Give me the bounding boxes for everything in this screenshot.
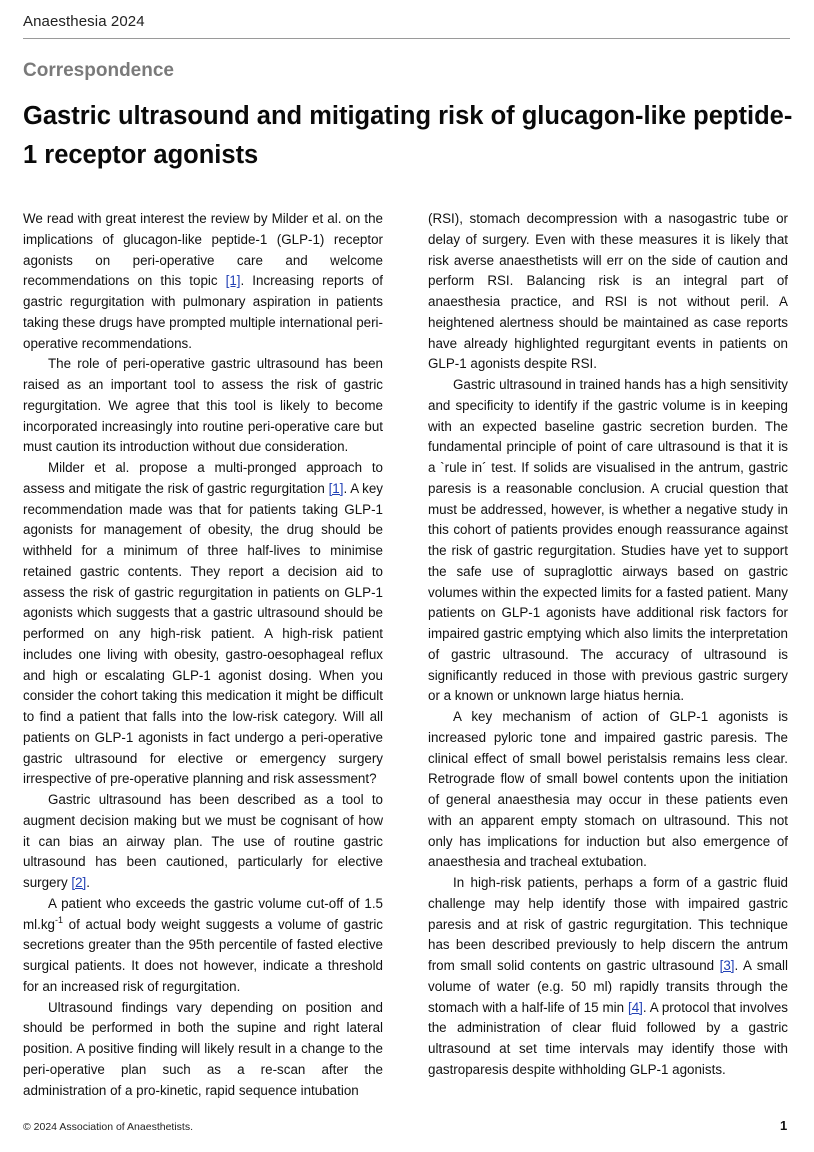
citation-link-1[interactable]: [1] — [328, 480, 344, 496]
text-run: Gastric ultrasound has been described as a tool to augment decision making but we must be cognisant of how it can bias an airway plan. The use of routine gastric ultrasound has been cautioned, particularly for elective surgery — [23, 792, 383, 890]
text-run: . Increasing reports of gastric regurgitation with pulmonary aspiration in patients taking these drugs have prompted multiple international peri-operative recommendations. — [23, 273, 383, 351]
citation-link-2[interactable]: [2] — [71, 875, 87, 890]
left-column — [23, 209, 383, 1101]
paragraph — [23, 790, 383, 894]
paragraph: The role of peri-operative gastric ultrasound has been raised as an important tool to assess the risk of gastric regurgitation. We agree that this tool is likely to become incorporated increasingly into routine peri-operative care but must caution its introduction without due consideration. — [23, 356, 383, 455]
paragraph — [23, 458, 383, 790]
article-title: Gastric ultrasound and mitigating risk of glucagon-like peptide-1 receptor agonists — [23, 102, 793, 169]
section-label: Correspondence — [23, 60, 174, 81]
header-divider — [23, 38, 790, 39]
text-run: . — [86, 875, 90, 890]
paragraph: (RSI), stomach decompression with a nasogastric tube or delay of surgery. Even with these measures it is likely that risk averse anaesthetists will err on the side of caution and perform RSI. Balancing risk is an integral part of anaesthesia practice, and RSI is not without peril. A heightened alertness should be maintained as case reports have already highlighted regurgitant events in patients on GLP-1 agonists despite RSI. — [428, 211, 788, 372]
text-run: . A key recommendation made was that for patients taking GLP-1 agonists for management of obesity, the drug should be withheld for a minimum of three half-lives to minimise retained gastric contents. They report a decision aid to assess the risk of gastric regurgitation in patients on GLP-1 agonists which suggests that a gastric ultrasound should be performed on any high-risk patient. A high-risk patient includes one living with obesity, gastro-oesophageal reflux and high or escalating GLP-1 agonist dosing. When you consider the cohort taking this medication it might be difficult to find a patient that falls into the low-risk category. Will all patients on GLP-1 agonists in fact undergo a peri-operative gastric ultrasound for elective or emergency surgery irrespective of pre-operative planning and risk assessment? — [23, 480, 384, 787]
footer-copyright: © 2024 Association of Anaesthetists. — [23, 1121, 194, 1133]
text-run: A patient who exceeds the gastric volume cut-off of 1.5 ml.kg — [23, 895, 383, 932]
superscript: -1 — [55, 914, 64, 925]
text-run: Milder et al. propose a multi-pronged approach to assess and mitigate the risk of gastric regurgitation — [23, 460, 383, 496]
paragraph: Gastric ultrasound in trained hands has a high sensitivity and specificity to identify if the gastric volume is in keeping with an expected baseline gastric secretion burden. The fundamental principle of point of care ultrasound is that it is a `rule in´ test. If solids are visualised in the antrum, gastric paresis is a reasonable conclusion. A crucial question that must be addressed, however, is whether a negative study in this cohort of patients provides enough reassurance against the risk of gastric regurgitation. Studies have yet to support the safe use of supraglottic airways based on gastric volumes within the expected limits for a fasted patient. Many patients on GLP-1 agonists have additional risk factors for impaired gastric emptying which also limits the interpretation of gastric ultrasound. The accuracy of ultrasound is significantly reduced in those with previous gastric surgery or a known or unknown large hiatus hernia. — [428, 377, 788, 704]
paragraph: Ultrasound findings vary depending on position and should be performed in both the supine and right lateral position. A positive finding will likely result in a change to the peri-operative plan such as a re-scan after the administration of a pro-kinetic, rapid sequence intubation — [23, 999, 383, 1098]
journal-running-head: Anaesthesia 2024 — [23, 13, 145, 30]
text-run: We read with great interest the review by Milder et al. on the implications of glucagon-like peptide-1 (GLP-1) receptor agonists on peri-operative care and welcome recommendations on this topic — [23, 211, 383, 289]
right-column — [428, 209, 788, 1081]
text-run: . A small volume of water (e.g. 50 ml) rapidly transits through the stomach with a half-life of 15 min — [428, 958, 788, 1015]
text-run: . A protocol that involves the administration of clear fluid followed by a gastric ultrasound at set time intervals may identify those with gastroparesis despite withholding GLP-1 agonists. — [428, 999, 789, 1077]
text-run: In high-risk patients, perhaps a form of a gastric fluid challenge may help identify those with impaired gastric paresis and at risk of gastric regurgitation. This technique has been described previously to help discern the antrum from small solid contents on gastric ultrasound — [428, 875, 788, 973]
citation-link-1[interactable]: [1] — [225, 273, 241, 289]
text-run: of actual body weight suggests a volume of gastric secretions greater than the 95th percentile of fasted elective surgical patients. It does not however, indicate a threshold for an increased risk of regurgitation. — [23, 916, 383, 994]
citation-link-3[interactable]: [3] — [719, 958, 735, 973]
citation-link-4[interactable]: [4] — [627, 999, 643, 1015]
paragraph — [23, 209, 383, 354]
paragraph — [23, 894, 383, 998]
paragraph: A key mechanism of action of GLP-1 agonists is increased pyloric tone and impaired gastric paresis. The clinical effect of small bowel peristalsis remains less clear. Retrograde flow of small bowel contents upon the initiation of general anaesthesia may occur in these patients even with an apparent empty stomach on ultrasound. This not only has implications for induction but also emergence of anaesthesia and tracheal extubation. — [428, 709, 788, 870]
paragraph — [428, 873, 788, 1081]
page-number: 1 — [780, 1118, 788, 1133]
